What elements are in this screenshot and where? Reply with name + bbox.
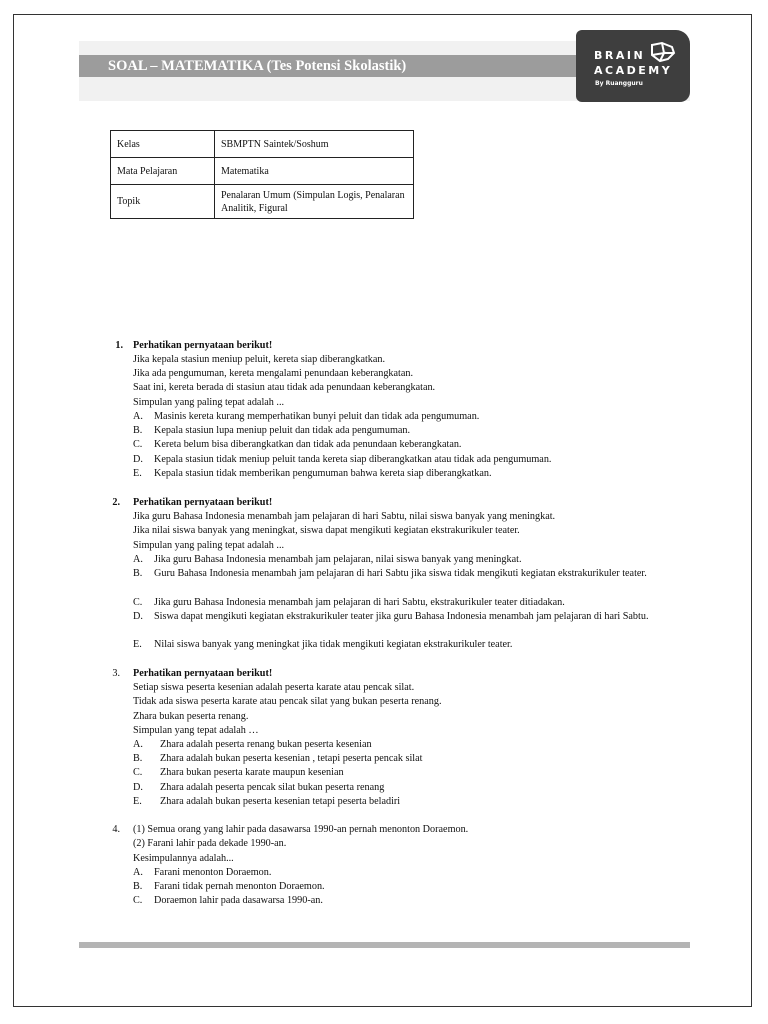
option-text: Doraemon lahir pada dasawarsa 1990-an. xyxy=(154,895,323,906)
question-line: Simpulan yang paling tepat adalah ... xyxy=(133,540,285,551)
option-text: Zhara adalah peserta renang bukan peserta kesenian xyxy=(160,739,372,750)
option-letter: B. xyxy=(133,881,143,892)
option-text: Zhara adalah peserta pencak silat bukan peserta renang xyxy=(160,782,385,793)
question-heading: Perhatikan pernyataan berikut! xyxy=(133,668,273,679)
question-line: Kesimpulannya adalah... xyxy=(133,853,234,864)
question-line: Jika ada pengumuman, kereta mengalami penundaan keberangkatan. xyxy=(133,368,414,379)
table-row xyxy=(111,158,414,185)
question-line: (2) Farani lahir pada dekade 1990-an. xyxy=(133,838,287,849)
table-row xyxy=(111,185,414,219)
question-line: Jika kepala stasiun meniup peluit, kereta siap diberangkatkan. xyxy=(133,354,386,365)
question-number: 4. xyxy=(112,824,120,835)
question-line: Saat ini, kereta berada di stasiun atau tidak ada penundaan keberangkatan. xyxy=(133,382,436,393)
option-letter: A. xyxy=(133,739,143,750)
option-letter: A. xyxy=(133,411,143,422)
option-letter: D. xyxy=(133,454,143,465)
question-line: Zhara bukan peserta renang. xyxy=(133,711,249,722)
option-text: Guru Bahasa Indonesia menambah jam pelajaran di hari Sabtu jika siswa tidak mengikuti kegiatan ekstrakurikuler teater. xyxy=(154,568,647,579)
option-letter: C. xyxy=(133,895,143,906)
option-letter: C. xyxy=(133,767,143,778)
question-number: 2. xyxy=(112,497,120,508)
option-text: Farani tidak pernah menonton Doraemon. xyxy=(154,881,325,892)
option-letter: B. xyxy=(133,753,143,764)
option-letter: A. xyxy=(133,867,143,878)
option-letter: E. xyxy=(133,639,142,650)
table-value: Matematika xyxy=(215,158,414,185)
option-letter: D. xyxy=(133,782,143,793)
option-text: Farani menonton Doraemon. xyxy=(154,867,272,878)
option-letter: E. xyxy=(133,796,142,807)
option-text: Zhara adalah bukan peserta kesenian tetapi peserta beladiri xyxy=(160,796,401,807)
question-number: 1. xyxy=(115,340,123,351)
brain-logo-icon xyxy=(646,41,678,63)
table-key: Mata Pelajaran xyxy=(111,158,215,185)
question-line: Setiap siswa peserta kesenian adalah peserta karate atau pencak silat. xyxy=(133,682,415,693)
question-line: Simpulan yang paling tepat adalah ... xyxy=(133,397,285,408)
option-text: Jika guru Bahasa Indonesia menambah jam pelajaran, nilai siswa banyak yang meningkat. xyxy=(154,554,522,565)
option-letter: A. xyxy=(133,554,143,565)
footer-divider xyxy=(79,942,690,948)
question-line: (1) Semua orang yang lahir pada dasawarsa 1990-an pernah menonton Doraemon. xyxy=(133,824,469,835)
table-row xyxy=(111,131,414,158)
page-title: SOAL – MATEMATIKA (Tes Potensi Skolastik) xyxy=(108,58,407,74)
question-line: Simpulan yang tepat adalah … xyxy=(133,725,259,736)
option-text: Zhara adalah bukan peserta kesenian , tetapi peserta pencak silat xyxy=(160,753,423,764)
option-letter: E. xyxy=(133,468,142,479)
option-text: Masinis kereta kurang memperhatikan bunyi peluit dan tidak ada pengumuman. xyxy=(154,411,480,422)
question-heading: Perhatikan pernyataan berikut! xyxy=(133,497,273,508)
option-text: Kepala stasiun tidak meniup peluit tanda kereta siap diberangkatkan atau tidak ada pengumuman. xyxy=(154,454,552,465)
table-value: SBMPTN Saintek/Soshum xyxy=(215,131,414,158)
question-line: Jika guru Bahasa Indonesia menambah jam pelajaran di hari Sabtu, nilai siswa banyak yang meningkat. xyxy=(133,511,556,522)
option-letter: B. xyxy=(133,568,143,579)
logo-text-brain: BRAIN xyxy=(594,49,646,62)
option-letter: C. xyxy=(133,597,143,608)
option-text: Jika guru Bahasa Indonesia menambah jam pelajaran di hari Sabtu, ekstrakurikuler teater ditiadakan. xyxy=(154,597,565,608)
option-text: Zhara bukan peserta karate maupun kesenian xyxy=(160,767,344,778)
table-key: Topik xyxy=(111,185,215,219)
table-key: Kelas xyxy=(111,131,215,158)
question-heading: Perhatikan pernyataan berikut! xyxy=(133,340,273,351)
option-letter: C. xyxy=(133,439,143,450)
logo-text-byline: By Ruangguru xyxy=(595,80,643,87)
option-letter: B. xyxy=(133,425,143,436)
option-text: Kepala stasiun lupa meniup peluit dan tidak ada pengumuman. xyxy=(154,425,411,436)
option-text: Nilai siswa banyak yang meningkat jika tidak mengikuti kegiatan ekstrakurikuler teater. xyxy=(154,639,513,650)
option-text: Kereta belum bisa diberangkatkan dan tidak ada penundaan keberangkatan. xyxy=(154,439,462,450)
info-table xyxy=(110,130,414,219)
question-line: Tidak ada siswa peserta karate atau pencak silat yang bukan peserta renang. xyxy=(133,696,442,707)
brand-logo xyxy=(576,30,690,102)
option-text: Siswa dapat mengikuti kegiatan ekstrakurikuler teater jika guru Bahasa Indonesia menambah jam pelajaran di hari Sabtu. xyxy=(154,611,649,622)
question-number: 3. xyxy=(112,668,120,679)
question-line: Jika nilai siswa banyak yang meningkat, siswa dapat mengikuti kegiatan ekstrakurikuler teater. xyxy=(133,525,520,536)
option-text: Kepala stasiun tidak memberikan pengumuman bahwa kereta siap diberangkatkan. xyxy=(154,468,492,479)
option-letter: D. xyxy=(133,611,143,622)
logo-text-academy: ACADEMY xyxy=(594,64,673,77)
table-value: Penalaran Umum (Simpulan Logis, Penalaran Analitik, Figural xyxy=(215,185,414,219)
